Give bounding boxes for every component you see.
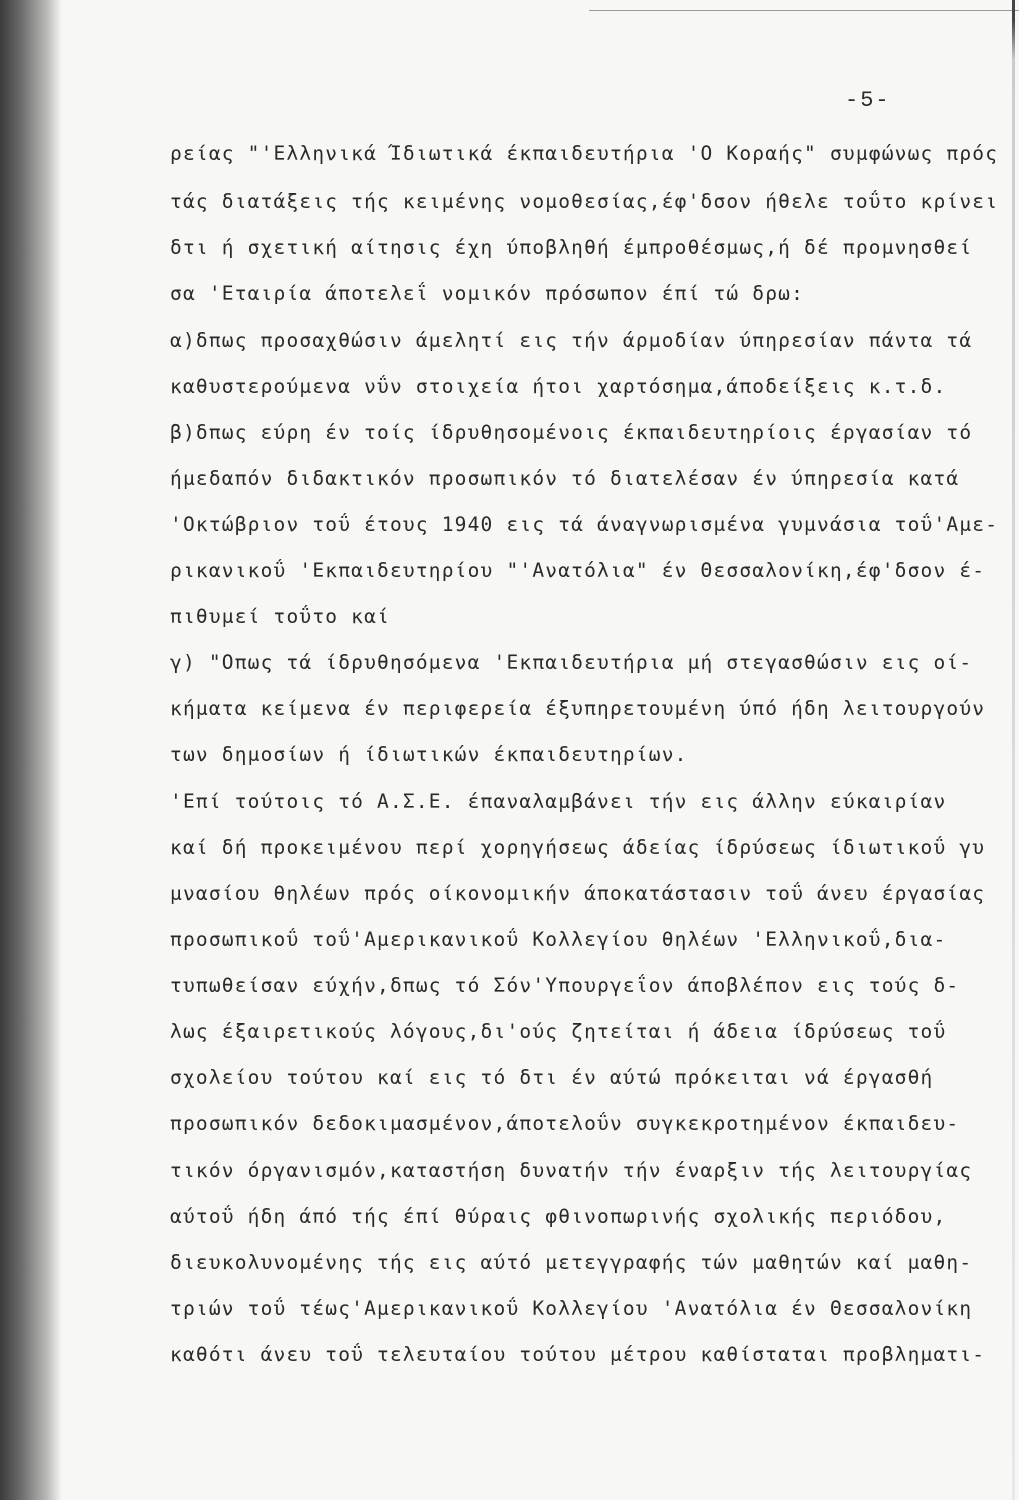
text-line: ήμεδαπόν διδακτικόν προσωπικόν τό διατελέσαν έν ύπηρεσία κατά — [170, 467, 960, 490]
text-line: σχολείου τούτου καί εις τό δτι έν αύτώ πρόκειται νά έργασθή — [170, 1066, 934, 1089]
text-line: καί δή προκειμένου περί χορηγήσεως άδείας ίδρύσεως ίδιωτικοΰ γυ — [170, 836, 986, 859]
text-line: των δημοσίων ή ίδιωτικών έκπαιδευτηρίων. — [170, 743, 688, 766]
text-line: 'Οκτώβριον τοΰ έτους 1940 εις τά άναγνωρισμένα γυμνάσια τοΰ'Αμε- — [170, 513, 999, 536]
text-line: τυπωθείσαν εύχήν,δπως τό Σόν'Υπουργεΐον άποβλέπον εις τούς δ- — [170, 974, 960, 997]
text-line: ρείας "'Ελληνικά Ίδιωτικά έκπαιδευτήρια 'Ο Κοραής" συμφώνως πρός — [170, 142, 999, 165]
text-line: μνασίου θηλέων πρός οίκονομικήν άποκατάστασιν τοΰ άνευ έργασίας — [170, 882, 986, 905]
text-line: τάς διατάξεις τής κειμένης νομοθεσίας,έφ'δσον ήθελε τοΰτο κρίνει — [170, 190, 999, 213]
text-line: λως έξαιρετικούς λόγους,δι'ούς ζητείται ή άδεια ίδρύσεως τοΰ — [170, 1020, 947, 1043]
scan-top-border — [589, 0, 1019, 11]
text-line: διευκολυνομένης τής εις αύτό μετεγγραφής τών μαθητών καί μαθη- — [170, 1251, 973, 1274]
text-line: πιθυμεί τοΰτο καί — [170, 605, 390, 628]
text-line: αύτοΰ ήδη άπό τής έπί θύραις φθινοπωρινής σχολικής περιόδου, — [170, 1205, 947, 1228]
text-line: καθότι άνευ τοΰ τελευταίου τούτου μέτρου καθίσταται προβληματι- — [170, 1343, 986, 1366]
text-line: γ) "Οπως τά ίδρυθησόμενα 'Εκπαιδευτήρια μή στεγασθώσιν εις οί- — [170, 651, 973, 674]
text-line: καθυστερούμενα νΰν στοιχεία ήτοι χαρτόσημα,άποδείξεις κ.τ.δ. — [170, 375, 947, 398]
scan-shadow-edge — [0, 0, 62, 1500]
text-line: δτι ή σχετική αίτησις έχη ύποβληθή έμπροθέσμως,ή δέ προμνησθεί — [170, 236, 973, 259]
page-number: -5- — [845, 88, 891, 113]
text-line: 'Επί τούτοις τό Α.Σ.Ε. έπαναλαμβάνει τήν εις άλλην εύκαιρίαν — [170, 790, 947, 813]
text-line: προσωπικόν δεδοκιμασμένον,άποτελοΰν συγκεκροτημένον έκπαιδευ- — [170, 1112, 960, 1135]
text-line: τριών τοΰ τέως'Αμερικανικοΰ Κολλεγίου 'Ανατόλια έν Θεσσαλονίκη — [170, 1297, 973, 1320]
text-line: β)δπως εύρη έν τοίς ίδρυθησομένοις έκπαιδευτηρίοις έργασίαν τό — [170, 421, 973, 444]
text-line: α)δπως προσαχθώσιν άμελητί εις τήν άρμοδίαν ύπηρεσίαν πάντα τά — [170, 329, 973, 352]
text-line: τικόν όργανισμόν,καταστήση δυνατήν τήν έναρξιν τής λειτουργίας — [170, 1159, 973, 1182]
text-line: κήματα κείμενα έν περιφερεία έξυπηρετουμένη ύπό ήδη λειτουργούν — [170, 697, 986, 720]
text-line: προσωπικοΰ τοΰ'Αμερικανικοΰ Κολλεγίου θηλέων 'Ελληνικοΰ,δια- — [170, 928, 947, 951]
text-line: σα 'Εταιρία άποτελεΐ νομικόν πρόσωπον έπί τώ δρω: — [170, 282, 805, 305]
text-line: ρικανικοΰ 'Εκπαιδευτηρίου "'Ανατόλια" έν Θεσσαλονίκη,έφ'δσον έ- — [170, 559, 986, 582]
